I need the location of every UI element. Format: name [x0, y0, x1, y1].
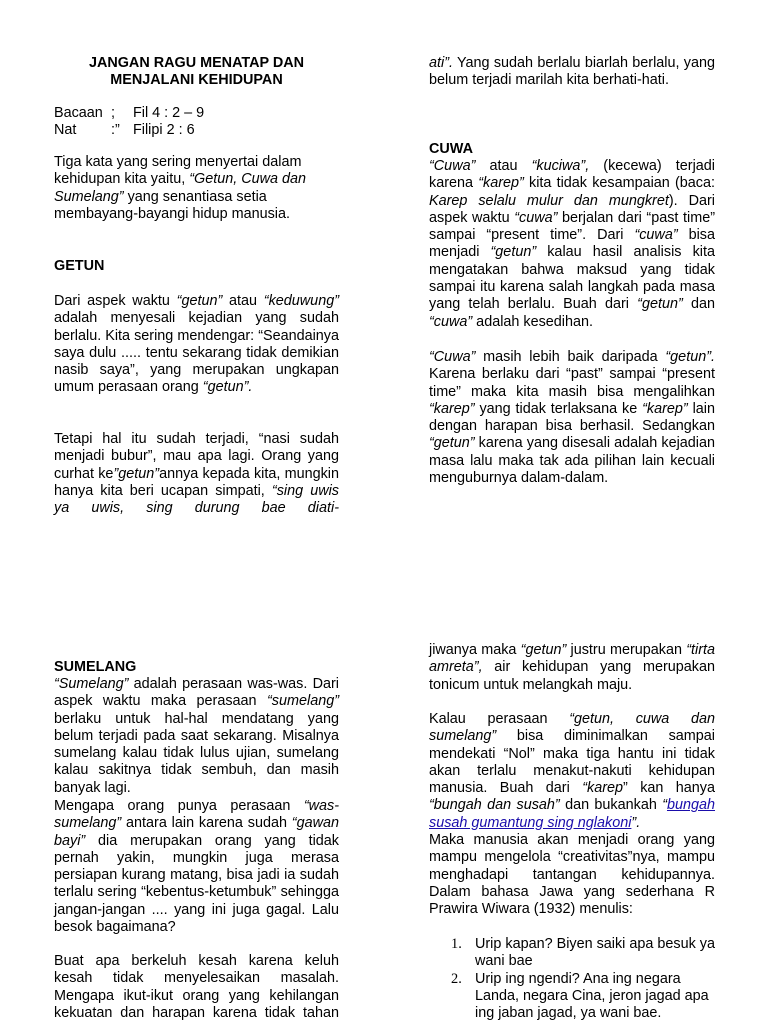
cuwa-paragraph-2: [429, 349, 715, 487]
italic-run: “tirta amreta”,: [429, 642, 715, 676]
italic-run: “cuwa”: [429, 313, 473, 330]
italic-run: ati”.: [429, 55, 453, 71]
italic-run: “sing uwis ya uwis, sing durung bae diati-: [54, 482, 339, 517]
text-run: Tiga kata yang sering menyertai dalam kehidupan kita yaitu,: [54, 154, 302, 188]
italic-run: “Cuwa”: [429, 349, 476, 365]
italic-run: “gawan bayi”: [54, 815, 339, 849]
text-run: air kehidupan yang merupakan tonicum untuk melangkah maju.: [429, 659, 715, 693]
italic-run: “keduwung”: [263, 293, 339, 309]
text-run: antara lain karena sudah: [121, 815, 292, 832]
text-run: atau: [222, 293, 264, 309]
italic-run: “getun”.: [202, 379, 253, 396]
list-text: Urip ing ngendi? Ana ing negara Landa, negara Cina, jeron jagad apa ing jaban jagad, ya wani bae.: [475, 970, 709, 1022]
italic-run: “getun”: [429, 435, 475, 452]
nat-label: Nat: [54, 122, 77, 138]
italic-run: “: [662, 797, 667, 814]
reading-separator: ;: [111, 105, 115, 121]
italic-run: “karep: [582, 780, 623, 797]
section-heading-sumelang: SUMELANG: [54, 659, 137, 675]
text-run: bisa diminimalkan sampai mendekati “Nol” maka tiga hantu ini tidak akan terlalu menakut-nakuti kehidupan manusia. Buah dari: [429, 728, 715, 797]
text-run: annya kepada kita, mungkin hanya kita beri ucapan simpati,: [54, 465, 340, 499]
list-number: 2.: [451, 970, 462, 987]
poem-list: [429, 936, 715, 1022]
list-number: 1.: [451, 936, 462, 952]
text-run: bisa menjadi: [429, 227, 715, 261]
intro-paragraph: [54, 154, 326, 223]
continuation-paragraph: [429, 55, 715, 90]
text-run: dan bukankah: [559, 797, 663, 814]
nat-separator: :”: [111, 122, 120, 138]
text-run: Tetapi hal itu sudah terjadi, “nasi sudah menjadi bubur”, mau apa lagi. Orang yang curhat ke: [54, 431, 339, 482]
text-run: Yang sudah berlalu biarlah berlalu, yang belum terjadi marilah kita berhati-hati.: [429, 55, 715, 89]
section-heading-cuwa: CUWA: [429, 141, 473, 157]
text-run: adalah perasaan was-was. Dari aspek waktu maka perasaan: [54, 676, 339, 710]
section-heading-getun: GETUN: [54, 258, 105, 274]
text-run: jiwanya maka: [429, 642, 521, 658]
closing-paragraph-2: [429, 711, 715, 832]
italic-run: “Getun, Cuwa dan Sumelang”: [54, 171, 306, 205]
text-run: ” kan hanya: [623, 780, 715, 797]
italic-run: “karep”: [642, 400, 688, 417]
text-run: adalah menyesali kejadian yang sudah berlalu. Kita sering mendengar: “Seandainya saya dulu ..... tentu sekarang tidak demikian nasib saya”, yang merupakan ungkapan umum perasaan orang: [54, 310, 339, 396]
italic-run: “bungah dan susah”: [429, 797, 560, 814]
text-run: berlaku untuk hal-hal mendatang yang belum terjadi pada saat sekarang. Misalnya sumelang kalau tidak lulus ujian, sumelang kalau sakitnya tidak sembuh, dan masih banyak lagi.: [54, 710, 339, 796]
list-text: Urip kapan? Biyen saiki apa besuk ya wani bae: [475, 936, 715, 970]
text-run: kalau hasil analisis kita mengatakan bahwa maksud yang tidak sampai itu karena salah langkah pada masa yang telah berlalu. Buah dari: [429, 244, 715, 313]
text-run: Karena berlaku dari “past” sampai “present time” maka kita masih bisa mengalihkan: [429, 366, 715, 400]
italic-run: “kuciwa”,: [531, 158, 590, 174]
text-run: berjalan dari “past time” sampai “present time”. Dari: [429, 209, 715, 244]
italic-run: “getun”: [490, 244, 537, 261]
getun-paragraph-1: [54, 293, 339, 397]
nat-value: Filipi 2 : 6: [133, 122, 195, 138]
text-run: lain dengan harapan bisa berhasil. Sedangkan: [429, 400, 715, 435]
sumelang-paragraph-1: [54, 676, 339, 797]
reading-label: Bacaan: [54, 105, 103, 121]
quote-link[interactable]: bungah susah gumantung sing nglakoni: [429, 797, 716, 831]
list-item: [429, 936, 715, 971]
text-run: (kecewa) terjadi karena: [429, 158, 715, 192]
italic-run: ”.: [631, 814, 641, 831]
text-run: adalah kesedihan.: [472, 313, 594, 330]
italic-run: “getun”: [637, 296, 683, 313]
sumelang-paragraph-2: [54, 798, 339, 936]
italic-run: “getun”: [520, 642, 567, 658]
italic-run: “karep”: [478, 175, 524, 192]
closing-paragraph-1: [429, 642, 715, 694]
cuwa-paragraph-1: [429, 158, 715, 331]
text-run: dan: [682, 296, 715, 313]
italic-run: Karep selalu mulur dan mungkret: [429, 192, 669, 209]
text-run: Kalau perasaan: [429, 711, 570, 727]
document-title: [54, 55, 339, 90]
italic-run: “Sumelang”: [54, 676, 129, 692]
list-item: [429, 971, 715, 1023]
italic-run: “cuwa”: [514, 209, 558, 226]
text-run: justru merupakan: [566, 642, 687, 658]
italic-run: “getun”.: [665, 349, 715, 365]
text-run: kita tidak kesampaian (baca:: [523, 175, 715, 192]
closing-paragraph-3: Maka manusia akan menjadi orang yang mampu mengelola “creativitas”nya, mampu menghadapi tantangan kehidupannya. Dalam bahasa Jawa yang sederhana R Prawira Wiwara (1932) menulis:: [429, 832, 715, 918]
text-run: Mengapa orang punya perasaan: [54, 798, 304, 814]
sumelang-paragraph-3: Buat apa berkeluh kesah karena keluh kesah tidak menyelesaikan masalah. Mengapa ikut-ikut orang yang kehilangan kekuatan dan harapan karena tidak tahan: [54, 953, 339, 1021]
italic-run: ”getun”: [113, 465, 160, 482]
italic-run: “getun”: [176, 293, 223, 309]
text-run: ). Dari aspek waktu: [429, 192, 715, 226]
text-run: yang senantiasa setia membayang-bayangi hidup manusia.: [54, 188, 290, 222]
reading-value: Fil 4 : 2 – 9: [133, 105, 205, 121]
getun-paragraph-2: [54, 431, 339, 517]
text-run: atau: [475, 158, 532, 174]
text-run: masih lebih baik daripada: [475, 349, 666, 365]
italic-run: “cuwa”: [634, 227, 678, 244]
title-line-2: MENJALANI KEHIDUPAN: [110, 72, 283, 89]
italic-run: “sumelang”: [267, 693, 339, 710]
italic-run: “was-sumelang”: [54, 798, 339, 832]
text-run: yang tidak terlaksana ke: [474, 400, 643, 417]
italic-run: “Cuwa”: [429, 158, 476, 174]
title-line-1: JANGAN RAGU MENATAP DAN: [88, 55, 305, 71]
text-run: Dari aspek waktu: [54, 293, 177, 309]
text-run: karena yang disesali adalah kejadian masa lalu maka tak ada pilihan lain kecuali menguburnya dalam-dalam.: [429, 435, 715, 487]
italic-run: “karep”: [429, 400, 475, 417]
italic-run: “getun, cuwa dan sumelang”: [429, 711, 715, 745]
text-run: dia merupakan orang yang tidak pernah yakin, mungkin juga merasa persiapan kurang matang, bisa jadi ia sudah terlalu sering “kebentus-ketumbuk” sehingga jangan-jangan .... yang ini juga gagal. Lalu besok bagaimana?: [54, 832, 339, 936]
